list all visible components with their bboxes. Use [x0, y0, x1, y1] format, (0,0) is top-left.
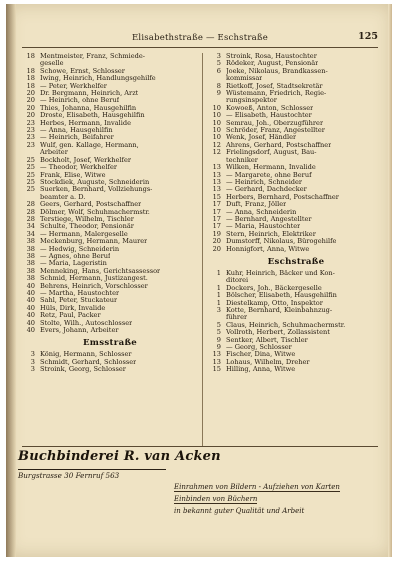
directory-entry [208, 120, 384, 127]
house-number: 38 [26, 266, 35, 275]
directory-entry [22, 194, 198, 201]
resident-text: Menneking, Hans, Gerichtsassessor [40, 267, 161, 275]
house-number: 1 [216, 291, 221, 300]
directory-entry [208, 105, 384, 112]
directory-entry [208, 300, 384, 307]
directory-entry [208, 60, 384, 67]
house-number: 13 [212, 163, 221, 172]
house-number: 17 [212, 207, 221, 216]
directory-entry [208, 194, 384, 201]
resident-text: Stroink, Georg, Schlosser [40, 366, 126, 374]
resident-text: Hilling, Anna, Witwe [226, 366, 296, 374]
directory-entry [22, 312, 198, 319]
directory-entry [22, 127, 198, 134]
house-number: 20 [212, 237, 221, 246]
resident-text: Wulf, gen. Kallage, Hermann, [40, 141, 139, 149]
street-heading: Eschstraße [267, 256, 325, 267]
house-number: 40 [26, 296, 35, 305]
advert-line-1: Einrahmen von Bildern - Aufziehen von Karten [174, 483, 340, 491]
house-number: 9 [216, 343, 221, 352]
directory-entry [22, 142, 198, 149]
directory-entry [208, 322, 384, 329]
house-number: 25 [26, 155, 35, 164]
resident-text: Kowoeß, Anton, Schlosser [226, 104, 314, 112]
resident-text: Vollroth, Herbert, Zollassistent [226, 329, 330, 337]
house-number: 20 [212, 244, 221, 253]
house-number: 9 [216, 335, 221, 344]
directory-entry [22, 149, 198, 156]
directory-entry [208, 75, 384, 82]
directory-entry [22, 209, 198, 216]
house-number: 20 [26, 111, 35, 120]
directory-entry [208, 277, 384, 284]
house-number: 25 [26, 177, 35, 186]
directory-entry [208, 157, 384, 164]
directory-entry [22, 246, 198, 253]
house-number: 10 [212, 126, 221, 135]
resident-text: Retz, Paul, Packer [40, 312, 101, 320]
house-number: 40 [26, 289, 35, 297]
resident-text: — Hermann, Malergeselle [40, 230, 128, 238]
directory-entry [22, 164, 198, 171]
resident-text: — Hedwig, Schneiderin [40, 245, 120, 253]
directory-entry [208, 209, 384, 216]
house-number: 28 [26, 200, 35, 209]
advert-line-2: Einbinden von Büchern [174, 495, 258, 503]
directory-entry [22, 359, 198, 366]
directory-entry [22, 172, 198, 179]
directory-entry [22, 253, 198, 260]
resident-text: — Anna, Schneiderin [226, 208, 297, 216]
resident-text: — Heinrich, ohne Beruf [40, 97, 120, 105]
house-number: 3 [216, 52, 221, 60]
resident-text: Herbes, Hermann, Invalide [40, 119, 132, 127]
resident-text: rungsinspektor [226, 97, 277, 105]
house-number: 1 [216, 283, 221, 292]
left-column [22, 53, 198, 374]
house-number: 13 [212, 185, 221, 194]
running-header [22, 31, 378, 45]
directory-entry [22, 186, 198, 193]
resident-text: Hüls, Dirk, Invalide [40, 304, 106, 312]
resident-text: Iwing, Heinrich, Handlungsgehilfe [40, 75, 156, 83]
house-number: 13 [212, 357, 221, 366]
resident-text: Wüstemann, Friedrich, Regie- [226, 90, 327, 98]
house-number: 40 [26, 311, 35, 320]
house-number: 38 [26, 244, 35, 253]
directory-entry [208, 90, 384, 97]
directory-entry [208, 172, 384, 179]
resident-text: Meckenburg, Hermann, Maurer [40, 238, 148, 246]
house-number: 34 [26, 222, 35, 231]
house-number: 20 [26, 89, 35, 98]
directory-entry [22, 83, 198, 90]
advert-business-name: Buchbinderei R. van Acken [18, 449, 221, 464]
resident-text: — Margarete, ohne Beruf [226, 171, 312, 179]
directory-entry [22, 290, 198, 297]
resident-text: Schowe, Ernst, Schlosser [40, 67, 125, 75]
resident-text: Stern, Heinrich, Elektriker [226, 230, 316, 238]
directory-entry [208, 142, 384, 149]
house-number: 18 [26, 52, 35, 60]
house-number: 38 [26, 237, 35, 246]
resident-text: Behrens, Heinrich, Vorschlosser [40, 282, 148, 290]
directory-entry [208, 238, 384, 245]
resident-text: Terstiege, Wilhelm, Tischler [40, 215, 134, 223]
house-number: 3 [30, 350, 35, 359]
directory-entry [22, 297, 198, 304]
directory-entry [208, 83, 384, 90]
directory-entry [22, 157, 198, 164]
house-number: 40 [26, 303, 35, 312]
house-number: 13 [212, 170, 221, 179]
advertisement [18, 449, 380, 547]
directory-entry [208, 179, 384, 186]
resident-text: — Maria, Lageristin [40, 260, 107, 268]
directory-entry [22, 97, 198, 104]
house-number: 5 [216, 328, 221, 337]
street-heading: Emsstraße [82, 338, 138, 349]
directory-entry [208, 53, 384, 60]
resident-text: — Heinrich, Beifahrer [40, 134, 114, 142]
resident-text: kommissar [226, 75, 263, 83]
directory-entry [208, 223, 384, 230]
resident-text: Bölscher, Elisabeth, Hausgehilfin [226, 292, 337, 300]
house-number: 17 [212, 200, 221, 209]
resident-text: Sentker, Albert, Tischler [226, 336, 308, 344]
resident-text: Stolte, Wilh., Autoschlosser [40, 319, 133, 327]
directory-entry [208, 127, 384, 134]
directory-entry [22, 275, 198, 282]
house-number: 23 [26, 140, 35, 149]
directory-entry [22, 327, 198, 334]
resident-text: Lohaus, Wilhelm, Dreher [226, 358, 310, 366]
directory-entry [208, 164, 384, 171]
resident-text: — Anna, Hausgehilfin [40, 127, 113, 135]
house-number: 25 [26, 185, 35, 194]
resident-text: Stroink, Rosa, Haustochter [226, 53, 317, 60]
page-gutter [6, 4, 16, 557]
house-number: 25 [26, 170, 35, 179]
resident-text: Dockers, Joh., Bäckergeselle [226, 284, 322, 292]
directory-entry [22, 260, 198, 267]
house-number: 17 [212, 222, 221, 231]
directory-entry [208, 270, 384, 277]
resident-text: Arbeiter [40, 149, 68, 157]
advert-line-3: in bekannt guter Qualität und Arbeit [174, 507, 305, 515]
page-number: 125 [358, 31, 378, 42]
resident-text: Thies, Johanna, Hausgehilfin [40, 104, 137, 112]
house-number: 34 [26, 229, 35, 238]
resident-text: — Elisabeth, Haustochter [226, 112, 312, 120]
resident-text: Dr. Bergmann, Heinrich, Arzt [40, 90, 139, 98]
resident-text: Wenk, Josef, Händler [226, 134, 297, 142]
house-number: 28 [26, 207, 35, 216]
directory-entry [208, 216, 384, 223]
directory-entry [22, 238, 198, 245]
resident-text: — Maria, Haustochter [226, 223, 301, 231]
house-number: 13 [212, 350, 221, 359]
house-number: 38 [26, 259, 35, 268]
directory-entry [22, 366, 198, 373]
house-number: 10 [212, 133, 221, 142]
directory-entry [208, 337, 384, 344]
resident-text: Schulte, Theodor, Pensionär [40, 223, 134, 231]
resident-text: Diestelkamp, Otto, Inspektor [226, 299, 323, 307]
resident-text: Droste, Elisabeth, Hausgehilfin [40, 112, 145, 120]
house-number: 17 [212, 214, 221, 223]
house-number: 10 [212, 103, 221, 112]
house-number: 12 [212, 140, 221, 149]
header-rule [22, 47, 378, 48]
directory-entry [208, 201, 384, 208]
house-number: 13 [212, 177, 221, 186]
directory-entry [22, 320, 198, 327]
resident-text: Wilken, Hermann, Invalide [226, 164, 316, 172]
directory-entry [208, 329, 384, 336]
directory-entry [22, 283, 198, 290]
house-number: 20 [26, 96, 35, 105]
house-number: 10 [212, 118, 221, 127]
resident-text: Dumstorff, Nikolaus, Bürogehilfe [226, 238, 337, 246]
resident-text: führer [226, 314, 248, 322]
house-number: 19 [212, 229, 221, 238]
directory-entry [208, 134, 384, 141]
directory-entry [22, 231, 198, 238]
resident-text: Sahl, Peter, Stuckateur [40, 297, 118, 305]
house-number: 20 [26, 103, 35, 112]
directory-entry [208, 292, 384, 299]
resident-text: — Agnes, ohne Beruf [40, 252, 111, 260]
house-number: 40 [26, 318, 35, 327]
house-number: 18 [26, 74, 35, 83]
resident-text: Dölmer, Wolf, Schuhmachermstr. [40, 208, 150, 216]
resident-text: ditorei [226, 277, 249, 285]
directory-entry [22, 53, 198, 60]
resident-text: — Heinrich, Schneider [226, 178, 303, 186]
house-number: 3 [30, 357, 35, 366]
house-number: 40 [26, 281, 35, 290]
directory-entry [208, 149, 384, 156]
house-number: 18 [26, 81, 35, 90]
running-header-title: Elisabethstraße — Eschstraße [132, 33, 268, 43]
advert-rule-top [22, 446, 378, 447]
resident-text: — Peter, Werkhelfer [40, 82, 107, 90]
directory-entry [22, 68, 198, 75]
house-number: 3 [30, 365, 35, 374]
house-number: 12 [212, 148, 221, 157]
resident-text: Schröder, Franz, Angestellter [226, 127, 325, 135]
resident-text: Schmid, Hermann, Justizangest. [40, 275, 148, 283]
resident-text: — Theodor, Werkhelfer [40, 164, 118, 172]
house-number: 38 [26, 274, 35, 283]
column-divider [202, 53, 203, 446]
resident-text: Schmidt, Gerhard, Schlosser [40, 358, 137, 366]
house-number: 18 [26, 66, 35, 75]
directory-entry [208, 112, 384, 119]
directory-entry [22, 60, 198, 67]
resident-text: Bockholt, Josef, Werkhelfer [40, 156, 132, 164]
directory-entry [22, 268, 198, 275]
directory-entry [22, 134, 198, 141]
house-number: 28 [26, 214, 35, 223]
directory-entry [208, 285, 384, 292]
resident-text: Honnigfort, Anna, Witwe [226, 245, 310, 253]
house-number: 38 [26, 251, 35, 260]
directory-entry [208, 231, 384, 238]
resident-text: Geers, Gerhard, Postschaffner [40, 201, 142, 209]
resident-text: Duft, Franz, Jöller [226, 201, 287, 209]
resident-text: — Gerhard, Dachdecker [226, 186, 307, 194]
resident-text: Frielingsdorf, August, Bau- [226, 149, 317, 157]
resident-text: geselle [40, 60, 64, 68]
resident-text: — Martha, Haustochter [40, 290, 120, 297]
house-number: 8 [216, 81, 221, 90]
house-number: 6 [216, 66, 221, 75]
advert-address: Burgstrasse 30 Fernruf 563 [18, 469, 166, 480]
house-number: 23 [26, 126, 35, 135]
house-number: 15 [212, 365, 221, 374]
resident-text: Evers, Johann, Arbeiter [40, 327, 119, 335]
resident-text: Semrau, Joh., Oberzugführer [226, 119, 324, 127]
resident-text: König, Hermann, Schlosser [40, 351, 132, 359]
resident-text: — Bernhard, Angestellter [226, 215, 312, 223]
resident-text: techniker [226, 156, 258, 164]
directory-entry [22, 90, 198, 97]
resident-text: Suerken, Bernhard, Vollziehungs- [40, 186, 153, 194]
house-number: 25 [26, 163, 35, 172]
resident-text: Stockdiek, Auguste, Schneiderin [40, 178, 150, 186]
house-number: 5 [216, 320, 221, 329]
resident-text: beamter a. D. [40, 193, 86, 201]
directory-entry [208, 68, 384, 75]
house-number: 9 [216, 89, 221, 98]
house-number: 10 [212, 111, 221, 120]
resident-text: Rietkoff, Josef, Stadtsekretär [226, 82, 323, 90]
directory-entry [22, 351, 198, 358]
directory-entry [208, 186, 384, 193]
page-edge [388, 4, 392, 557]
directory-entry [208, 307, 384, 314]
directory-entry [208, 359, 384, 366]
resident-text: Mentmeister, Franz, Schmiede- [40, 53, 146, 60]
resident-text: Fischer, Dina, Witwe [226, 351, 296, 359]
directory-entry [22, 216, 198, 223]
directory-entry [22, 305, 198, 312]
right-column [208, 53, 384, 374]
directory-entry [22, 105, 198, 112]
directory-entry [22, 75, 198, 82]
house-number: 3 [216, 306, 221, 314]
directory-entry [208, 314, 384, 321]
house-number: 1 [216, 268, 221, 277]
resident-text: Kuhr, Heinrich, Bäcker und Kon- [226, 269, 335, 277]
resident-text: Rödeker, August, Pensionär [226, 60, 319, 68]
resident-text: — Georg, Schlosser [226, 344, 292, 352]
directory-entry [22, 223, 198, 230]
directory-entry [208, 97, 384, 104]
house-number: 1 [216, 298, 221, 307]
directory-entry [208, 351, 384, 358]
resident-text: Herbers, Bernhard, Postschaffner [226, 193, 339, 201]
house-number: 15 [212, 192, 221, 201]
directory-entry [208, 344, 384, 351]
house-number: 23 [26, 133, 35, 142]
directory-entry [22, 201, 198, 208]
directory-entry [22, 179, 198, 186]
house-number: 40 [26, 326, 35, 335]
directory-entry [208, 246, 384, 253]
directory-entry [22, 120, 198, 127]
resident-text: Claus, Heinrich, Schuhmachermstr. [226, 321, 346, 329]
house-number: 23 [26, 118, 35, 127]
directory-entry [208, 366, 384, 373]
directory-entry [22, 112, 198, 119]
resident-text: Frank, Elise, Witwe [40, 171, 106, 179]
resident-text: Joeke, Nikolaus, Brandkassen- [226, 67, 328, 75]
resident-text: Kotte, Bernhard, Kleinbahnzug- [226, 307, 333, 314]
resident-text: Ahrens, Gerhard, Postschaffner [226, 141, 332, 149]
house-number: 5 [216, 59, 221, 68]
